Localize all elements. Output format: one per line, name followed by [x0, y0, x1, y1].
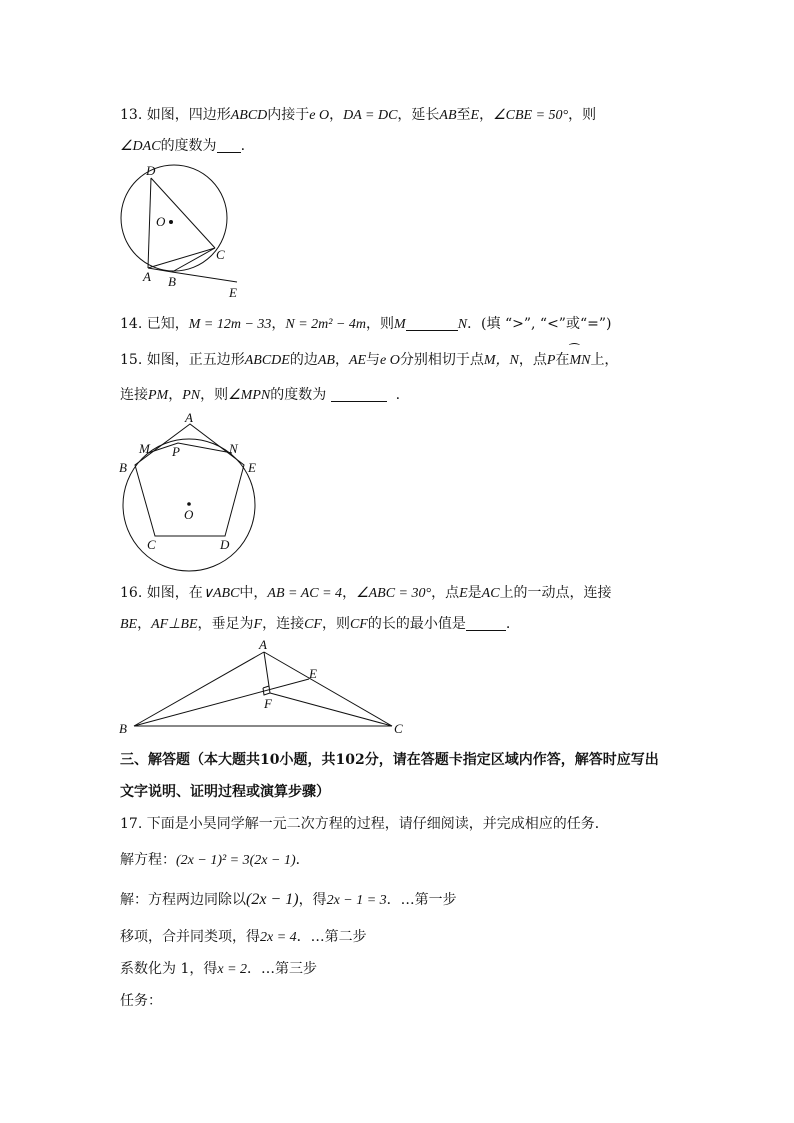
text: ， — [334, 352, 349, 368]
text: 的度数为 — [160, 138, 217, 154]
right-angle-mark-inner — [263, 686, 269, 688]
text: 内接于 — [267, 107, 310, 123]
segment-cf — [270, 693, 392, 726]
text: 的度数为 — [270, 387, 327, 403]
circle-o — [121, 165, 227, 271]
text: 如图，在 — [146, 585, 203, 601]
q17-task: 任务： — [120, 993, 162, 1009]
question-number: 14. — [120, 316, 143, 332]
math: PN — [182, 388, 201, 403]
q15-line2 — [120, 384, 400, 404]
text: . — [505, 616, 511, 632]
text: ．…第一步 — [386, 892, 457, 908]
text: 解：方程两边同除以 — [120, 892, 246, 908]
text: ．…第三步 — [247, 961, 318, 977]
segment-ab — [134, 652, 264, 726]
text: 中， — [239, 585, 268, 601]
math: E — [459, 586, 468, 601]
math: e O — [309, 108, 330, 123]
text: 是 — [467, 585, 482, 601]
text: 分别相切于点 — [399, 352, 484, 368]
q17-step2 — [120, 926, 367, 946]
text: . — [395, 387, 401, 403]
math: AB — [439, 108, 457, 123]
q13-figure — [110, 160, 250, 305]
math: AE — [348, 353, 367, 368]
answer-blank[interactable] — [406, 316, 458, 331]
q17-step3 — [120, 958, 317, 978]
label-a: A — [259, 637, 267, 652]
text: ， — [168, 387, 183, 403]
q16-line2 — [120, 613, 510, 633]
label-a: A — [185, 410, 193, 425]
answer-blank[interactable] — [331, 387, 387, 402]
label-e: E — [248, 460, 256, 475]
text: 解方程： — [120, 852, 176, 868]
text: ， — [137, 616, 152, 632]
q16-figure — [110, 636, 420, 742]
text: ，则 — [200, 387, 229, 403]
text: 的边 — [289, 352, 318, 368]
math: BE — [120, 617, 138, 632]
label-e: E — [229, 285, 237, 300]
q15-line1 — [120, 343, 619, 369]
text: ， — [342, 585, 357, 601]
text: ，则 — [321, 616, 350, 632]
text: ，得 — [298, 892, 327, 908]
math: CF — [304, 617, 322, 632]
math: N = 2m² − 4m — [285, 317, 367, 332]
label-c: C — [216, 247, 225, 262]
question-number: 15. — [120, 352, 143, 368]
text: ，延长 — [397, 107, 440, 123]
label-b: B — [119, 721, 127, 736]
label-f: F — [264, 696, 272, 711]
math: AB — [317, 353, 335, 368]
question-number: 13. — [120, 107, 143, 123]
segment-ac — [148, 248, 215, 268]
q17-intro: 17. 下面是小昊同学解一元二次方程的过程，请仔细阅读，并完成相应的任务． — [120, 816, 609, 832]
text: ，垂足为 — [197, 616, 254, 632]
text: ，连接 — [262, 616, 305, 632]
text: ，则 — [568, 107, 597, 123]
text: ，点 — [518, 352, 547, 368]
answer-blank[interactable] — [466, 616, 506, 631]
math: ∠MPN — [228, 388, 271, 403]
label-a: A — [143, 269, 151, 284]
math: F — [253, 617, 263, 632]
math: 2x − 1 = 3 — [326, 893, 387, 908]
text: 上的一动点，连接 — [499, 585, 612, 601]
text: ， — [329, 107, 344, 123]
math: P — [546, 353, 556, 368]
math: e O — [380, 353, 400, 368]
label-b: B — [168, 274, 176, 289]
math: N — [457, 317, 468, 332]
text: 移项，合并同类项，得 — [120, 929, 260, 945]
segment-dc — [151, 178, 215, 248]
label-e: E — [309, 666, 317, 681]
text: ，则 — [366, 316, 395, 332]
segment-bc — [172, 248, 215, 272]
math: 2x = 4 — [260, 930, 297, 945]
label-o: O — [156, 214, 166, 229]
math: M = 12m − 33 — [188, 317, 272, 332]
q14-line — [120, 313, 611, 333]
section-heading: 三、解答题（本大题共10小题，共102分，请在答题卡指定区域内作答，解答时应写出 — [120, 752, 659, 768]
text: 已知， — [146, 316, 189, 332]
math: (2x − 1)² = 3(2x − 1) — [176, 853, 296, 868]
math: ABCDE — [244, 353, 290, 368]
text: ． — [295, 852, 310, 868]
center-dot — [169, 220, 173, 224]
segment-be — [172, 272, 237, 282]
answer-blank[interactable] — [217, 138, 241, 153]
label-o: O — [184, 507, 194, 522]
label-c: C — [394, 721, 403, 736]
text: 至 — [456, 107, 471, 123]
math: (2x − 1) — [246, 891, 299, 908]
text: 如图，四边形 — [146, 107, 231, 123]
math: AB = AC = 4 — [267, 586, 343, 601]
q13-line1 — [120, 104, 596, 124]
q15-figure — [110, 408, 270, 588]
text: ，点 — [431, 585, 460, 601]
math: AF⊥BE — [151, 617, 198, 632]
label-c: C — [147, 537, 156, 552]
math: PM — [148, 388, 169, 403]
math: ∠CBE = 50° — [493, 108, 569, 123]
section-heading-cont: 文字说明、证明过程或演算步骤） — [120, 784, 330, 800]
q17-equation — [120, 849, 310, 869]
text: ．…第二步 — [296, 929, 367, 945]
math: AC — [481, 586, 500, 601]
label-p: P — [172, 444, 180, 459]
question-number: 16. — [120, 585, 143, 601]
text: 连接 — [120, 387, 148, 403]
label-n: N — [229, 441, 238, 456]
q17-step1 — [120, 889, 457, 909]
text: ．(填 “>”, “<”或“=”) — [467, 316, 612, 332]
text: . — [240, 138, 246, 154]
text: 上， — [590, 352, 619, 368]
arc-mp-pn — [148, 443, 232, 453]
math: ∠DAC — [120, 139, 161, 154]
label-m: M — [139, 441, 150, 456]
segment-ac — [264, 652, 392, 726]
label-d: D — [220, 537, 230, 552]
math: E — [470, 108, 480, 123]
math: ∨ABC — [202, 586, 240, 601]
text: 在 — [555, 352, 570, 368]
text: ， — [479, 107, 494, 123]
text: 如图，正五边形 — [146, 352, 245, 368]
math: MN — [569, 353, 591, 368]
text: ， — [271, 316, 286, 332]
math: x = 2 — [217, 962, 248, 977]
math: M — [394, 317, 406, 332]
math: DA = DC — [343, 108, 398, 123]
q13-line2 — [120, 135, 245, 155]
label-b: B — [119, 460, 127, 475]
text: 与 — [366, 352, 381, 368]
math: ∠ABC = 30° — [356, 586, 432, 601]
arc-symbol: ⁀ — [569, 343, 580, 357]
center-dot — [187, 502, 191, 506]
math: CF — [349, 617, 368, 632]
math: M，N — [483, 353, 519, 368]
text: 的长的最小值是 — [367, 616, 466, 632]
q16-line1 — [120, 582, 612, 602]
segment-da — [148, 178, 151, 268]
math: ABCD — [230, 108, 268, 123]
text: 系数化为 1，得 — [120, 961, 218, 977]
arc-mn — [569, 343, 591, 369]
segment-be — [134, 679, 309, 726]
label-d: D — [146, 163, 156, 178]
